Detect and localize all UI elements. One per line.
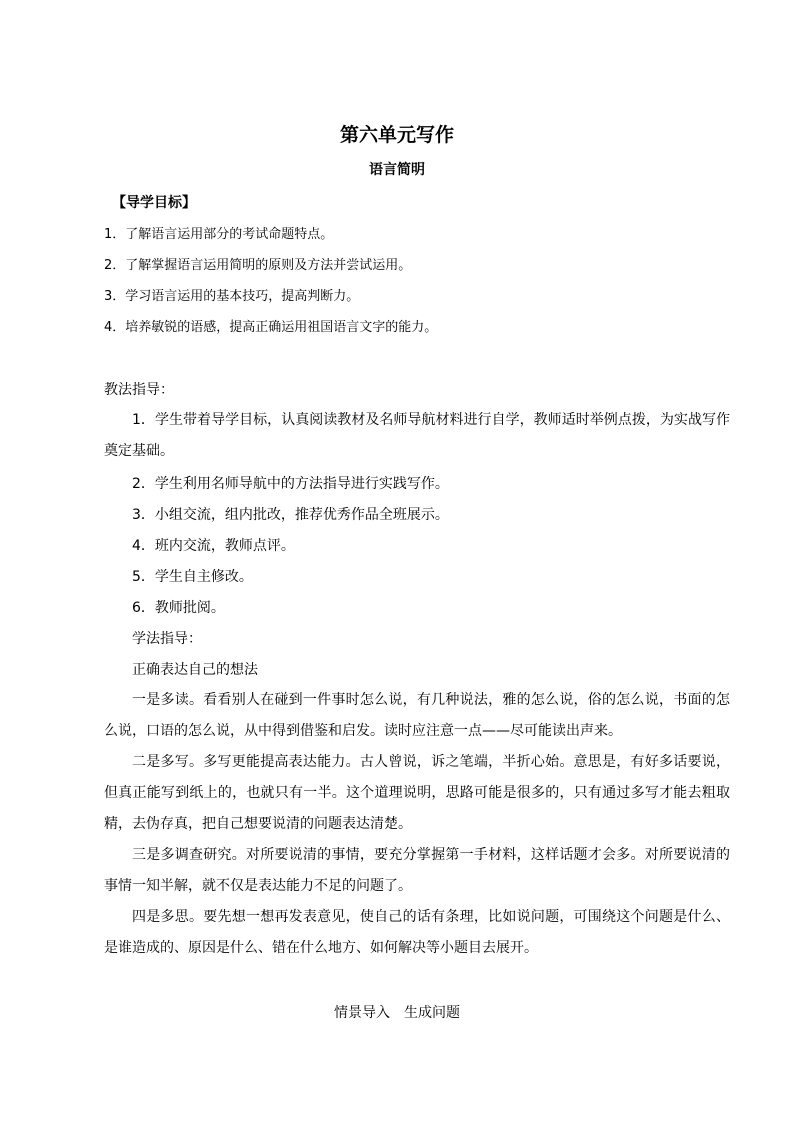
- goal-item: 3．学习语言运用的基本技巧，提高判断力。: [104, 289, 360, 304]
- teaching-item: 5．学生自主修改。: [132, 569, 253, 585]
- teaching-item: 6．教师批阅。: [132, 600, 225, 616]
- teaching-heading: 教法指导：: [104, 382, 174, 398]
- teaching-item: 4．班内交流，教师点评。: [132, 538, 295, 554]
- teaching-item: 1．学生带着导学目标，认真阅读教材及名师导航材料进行自学，教师适时举例点拨，为实战写作奠定基础。: [104, 412, 730, 459]
- learning-paragraph: 四是多思。要先想一想再发表意见，使自己的话有条理，比如说问题，可围绕这个问题是什么、是谁造成的、原因是什么、错在什么地方、如何解决等小题目去展开。: [104, 909, 730, 956]
- section-footer: 情景导入 生成问题: [334, 1005, 460, 1021]
- goal-item: 1．了解语言运用部分的考试命题特点。: [104, 227, 334, 242]
- page-title: 第六单元写作: [339, 124, 454, 146]
- goal-item: 4．培养敏锐的语感，提高正确运用祖国语言文字的能力。: [104, 320, 438, 335]
- learning-heading: 学法指导：: [132, 631, 202, 647]
- learning-subheading: 正确表达自己的想法: [132, 662, 258, 678]
- teaching-item: 3．小组交流，组内批改，推荐优秀作品全班展示。: [132, 507, 449, 523]
- learning-paragraph: 三是多调查研究。对所要说清的事情，要充分掌握第一手材料，这样话题才会多。对所要说清的事情一知半解，就不仅是表达能力不足的问题了。: [104, 847, 730, 894]
- learning-paragraph: 一是多读。看看别人在碰到一件事时怎么说，有几种说法，雅的怎么说，俗的怎么说，书面的怎么说，口语的怎么说，从中得到借鉴和启发。读时应注意一点——尽可能读出声来。: [104, 692, 730, 739]
- goal-item: 2．了解掌握语言运用简明的原则及方法并尝试运用。: [104, 258, 412, 273]
- teaching-item: 2．学生利用名师导航中的方法指导进行实践写作。: [132, 476, 449, 492]
- goals-heading: 【导学目标】: [112, 195, 196, 211]
- learning-paragraph: 二是多写。多写更能提高表达能力。古人曾说，诉之笔端，半折心始。意思是，有好多话要说，但真正能写到纸上的，也就只有一半。这个道理说明，思路可能是很多的，只有通过多写才能去粗取精，去伪存真，把自己想要说清的问题表达清楚。: [104, 754, 730, 832]
- page-subtitle: 语言简明: [369, 162, 425, 178]
